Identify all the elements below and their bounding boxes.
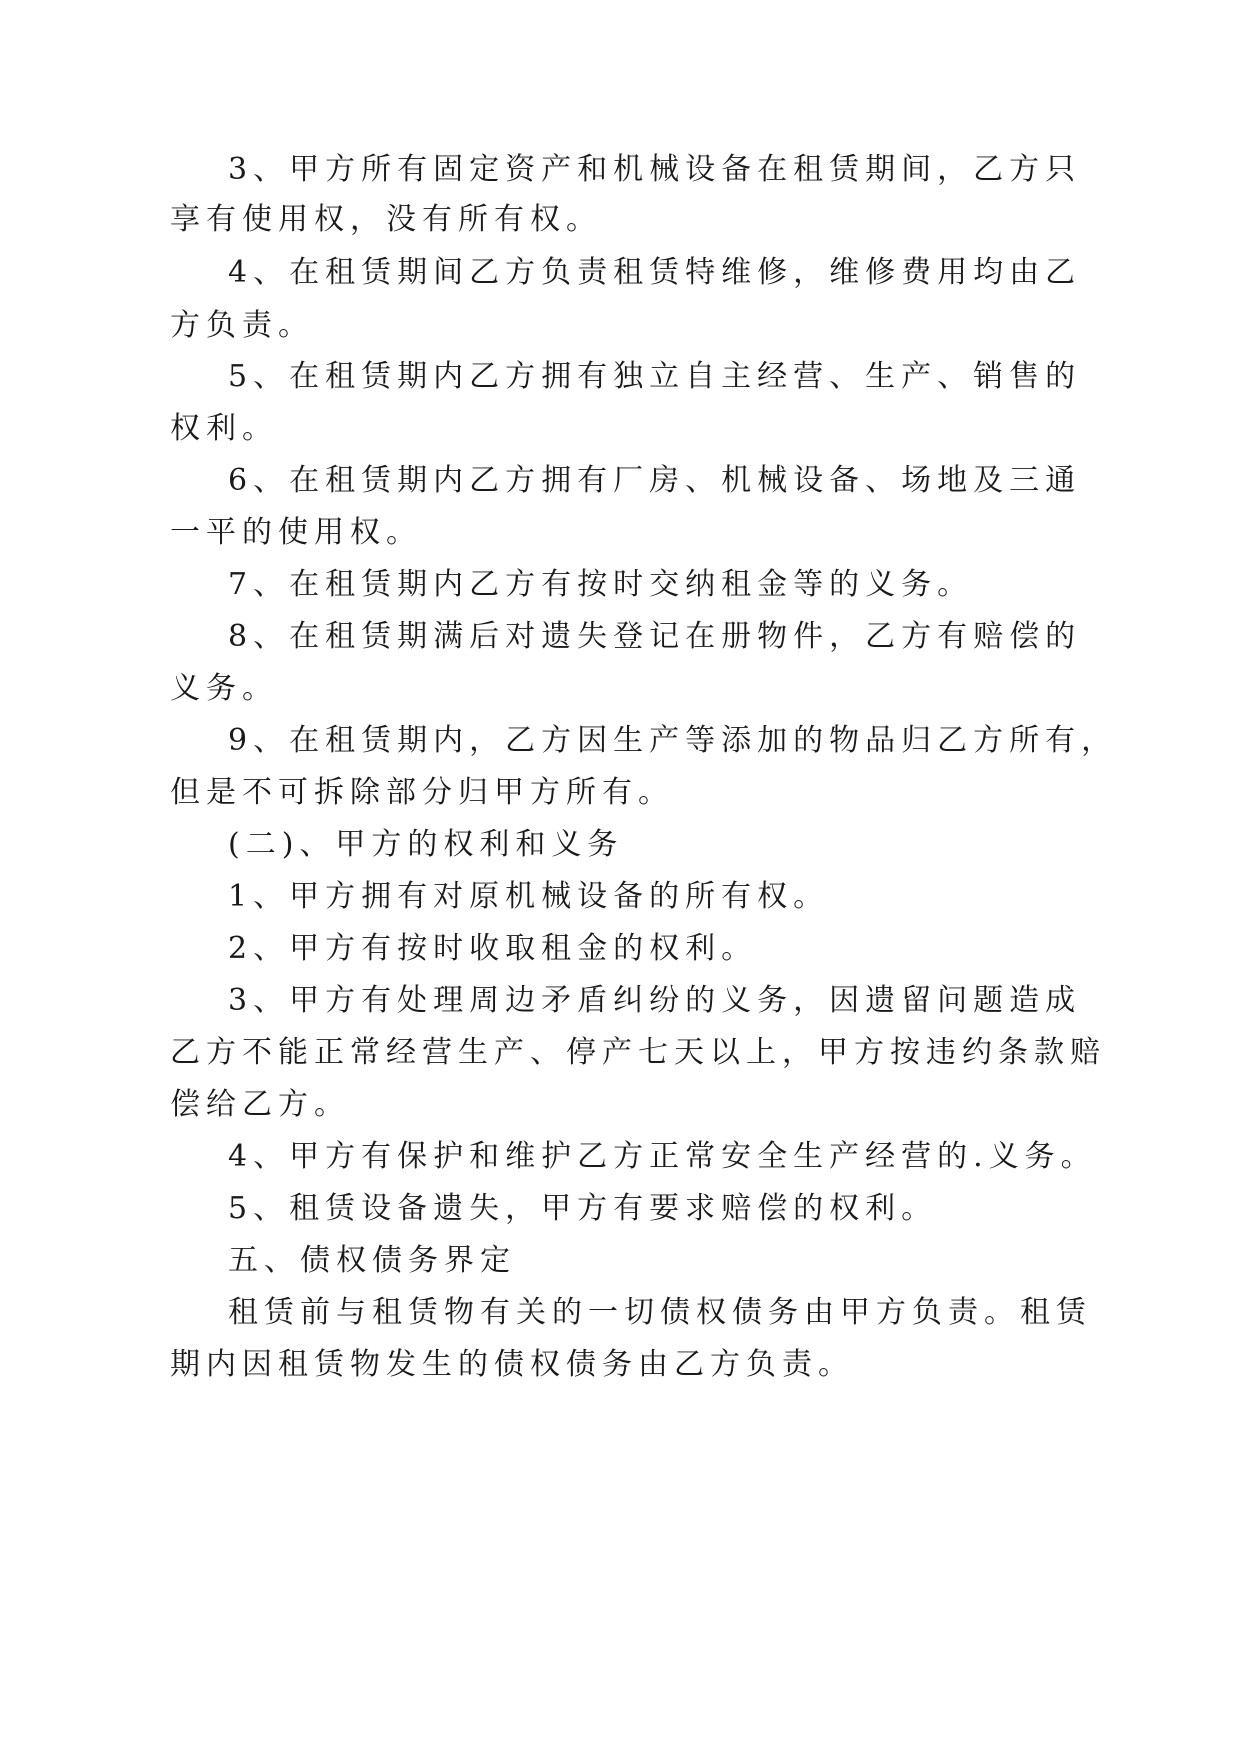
section-heading-debts: 五、债权债务界定	[228, 1243, 516, 1278]
party-a-clause-3-line-2: 乙方不能正常经营生产、停产七天以上，甲方按违约条款赔	[170, 1035, 1106, 1070]
party-a-clause-5: 5、租赁设备遗失，甲方有要求赔偿的权利。	[228, 1191, 938, 1226]
clause-3-line-1: 3、甲方所有固定资产和机械设备在租赁期间，乙方只	[228, 152, 1082, 187]
debts-paragraph-line-1: 租赁前与租赁物有关的一切债权债务由甲方负责。租赁	[228, 1295, 1092, 1330]
clause-7-line-1: 7、在租赁期内乙方有按时交纳租金等的义务。	[228, 567, 974, 602]
clause-4-line-2: 方负责。	[170, 308, 314, 343]
party-a-clause-3-line-1: 3、甲方有处理周边矛盾纠纷的义务，因遗留问题造成	[228, 983, 1082, 1018]
clause-6-line-1: 6、在租赁期内乙方拥有厂房、机械设备、场地及三通	[228, 463, 1082, 498]
clause-5-line-2: 权利。	[170, 411, 278, 446]
clause-8-line-1: 8、在租赁期满后对遗失登记在册物件，乙方有赔偿的	[228, 619, 1082, 654]
clause-4-line-1: 4、在租赁期间乙方负责租赁特维修，维修费用均由乙	[228, 255, 1082, 290]
party-a-clause-4: 4、甲方有保护和维护乙方正常安全生产经营的.义务。	[228, 1139, 1097, 1174]
clause-5-line-1: 5、在租赁期内乙方拥有独立自主经营、生产、销售的	[228, 359, 1082, 394]
clause-9-line-1: 9、在租赁期内，乙方因生产等添加的物品归乙方所有，	[228, 723, 1118, 758]
debts-paragraph-line-2: 期内因租赁物发生的债权债务由乙方负责。	[170, 1347, 854, 1382]
clause-9-line-2: 但是不可拆除部分归甲方所有。	[170, 775, 674, 810]
clause-8-line-2: 义务。	[170, 671, 278, 706]
section-heading-party-a: (二)、甲方的权利和义务	[228, 827, 624, 862]
party-a-clause-3-line-3: 偿给乙方。	[170, 1087, 350, 1122]
clause-3-line-2: 享有使用权，没有所有权。	[170, 202, 602, 237]
party-a-clause-2: 2、甲方有按时收取租金的权利。	[228, 931, 758, 966]
party-a-clause-1: 1、甲方拥有对原机械设备的所有权。	[228, 879, 830, 914]
clause-6-line-2: 一平的使用权。	[170, 515, 422, 550]
